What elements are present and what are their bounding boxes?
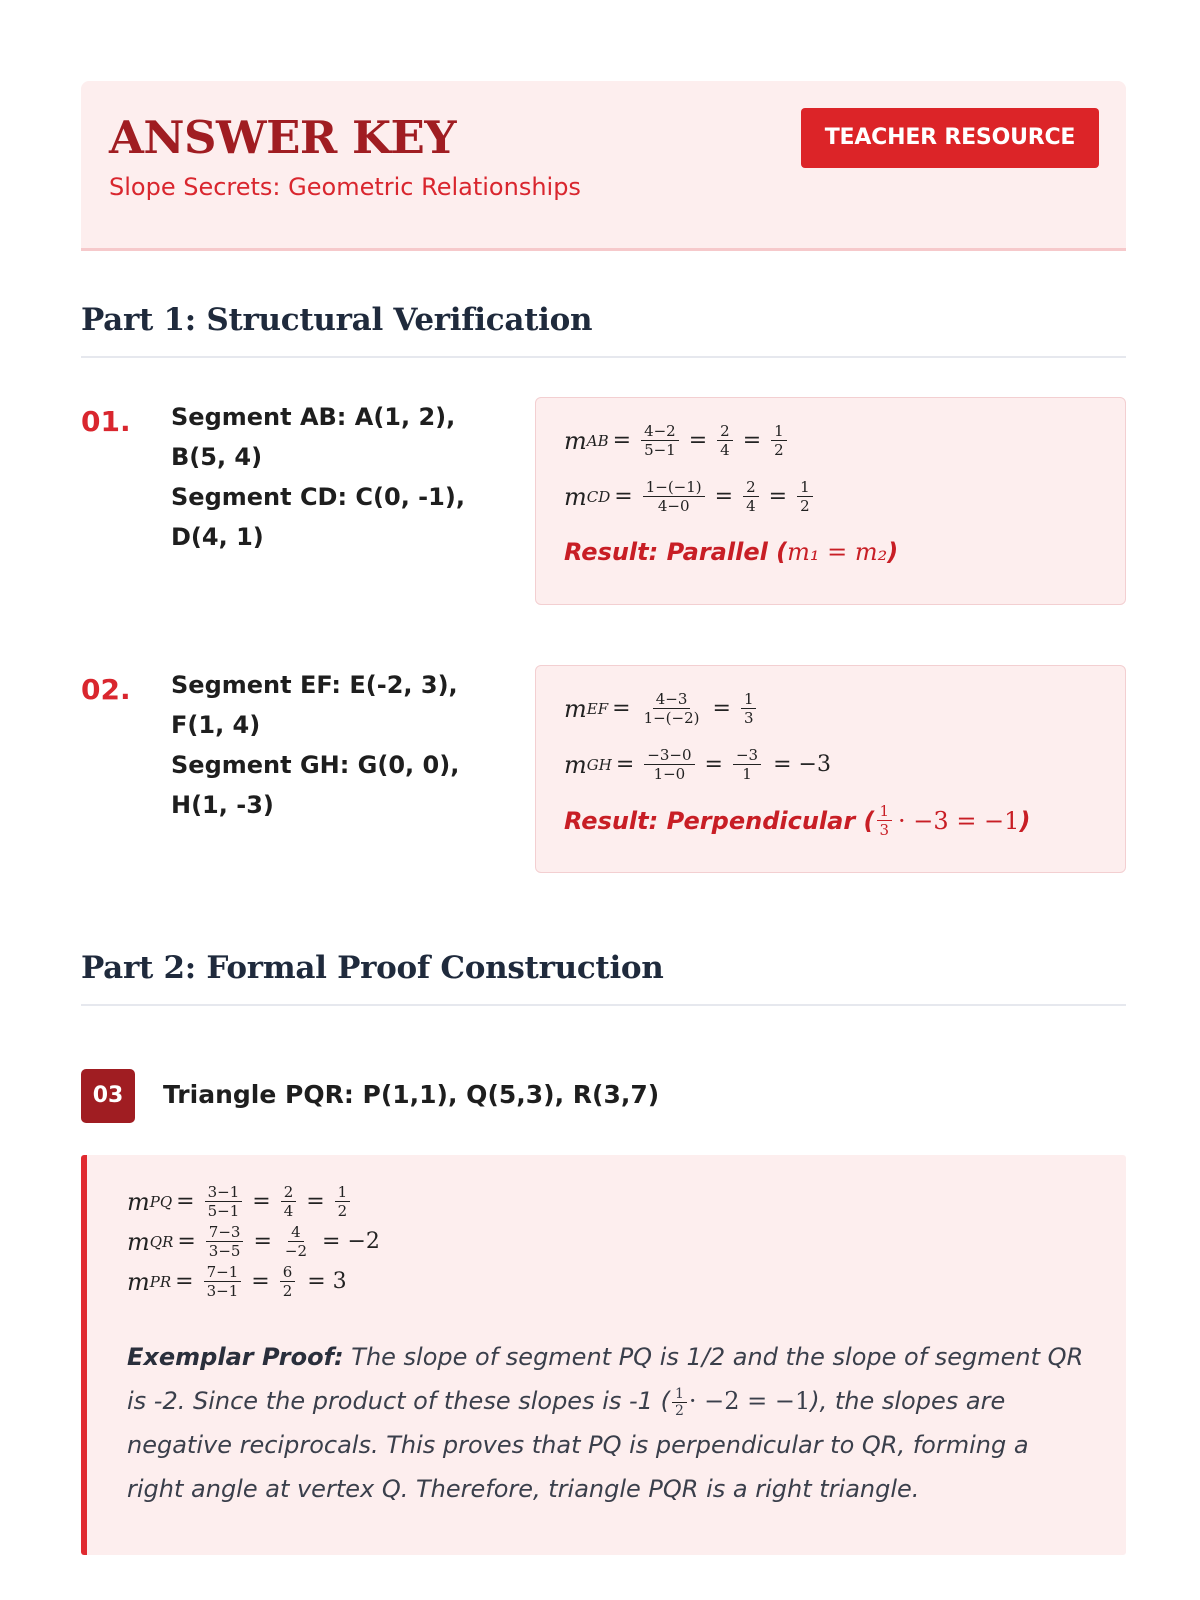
fraction: $\frac{1}{2}$ <box>771 422 787 459</box>
page-title: ANSWER KEY <box>109 111 456 164</box>
description-line: H(1, -3) <box>171 791 274 819</box>
fraction: $\frac{1}{2}$ <box>672 1386 687 1419</box>
slope-subscript: AB <box>586 431 609 450</box>
page-subtitle: Slope Secrets: Geometric Relationships <box>109 173 581 201</box>
slope-value: = 3 <box>307 1269 347 1294</box>
slope-symbol: m <box>564 426 587 455</box>
problem-number: 02. <box>81 673 131 706</box>
slope-subscript: QR <box>149 1232 174 1251</box>
slope-ef: m EF = $\frac{4-3}{1-(-2)}$ = $\frac{1}{3}$ <box>564 690 762 727</box>
proof-label: Exemplar Proof: <box>127 1343 344 1371</box>
fraction: $\frac{3-1}{5-1}$ <box>205 1183 243 1220</box>
fraction: $\frac{1-(-1)}{4-0}$ <box>643 478 705 515</box>
slope-value: = −3 <box>773 752 831 777</box>
description-line: F(1, 4) <box>171 711 261 739</box>
slope-value: = −2 <box>322 1229 380 1254</box>
result-text: Result: Parallel (m₁ = m₂) <box>564 538 899 566</box>
solution-box <box>535 397 1126 605</box>
slope-pr: m PR = $\frac{7-1}{3-1}$ = $\frac{6}{2}$ = 3 <box>127 1263 347 1300</box>
slope-gh: m GH = $\frac{-3-0}{1-0}$ = $\frac{-3}{1}$ = −3 <box>564 746 831 783</box>
fraction: $\frac{-3-0}{1-0}$ <box>644 746 694 783</box>
slope-symbol: m <box>127 1267 150 1296</box>
fraction: $\frac{7-3}{3-5}$ <box>206 1223 244 1260</box>
teacher-resource-badge: TEACHER RESOURCE <box>801 108 1099 168</box>
fraction: $\frac{1}{3}$ <box>741 690 757 727</box>
slope-subscript: GH <box>586 755 612 774</box>
fraction: $\frac{6}{2}$ <box>280 1263 296 1300</box>
fraction: $\frac{1}{3}$ <box>877 802 893 839</box>
description-line: Segment EF: E(-2, 3), <box>171 671 458 699</box>
fraction: $\frac{4-2}{5-1}$ <box>641 422 679 459</box>
result-text: Result: Perpendicular ( $\frac{1}{3}$ · −3 = −1 ) <box>564 802 1031 839</box>
description-line: Segment CD: C(0, -1), <box>171 483 465 511</box>
slope-pq: m PQ = $\frac{3-1}{5-1}$ = $\frac{2}{4}$ = $\frac{1}{2}$ <box>127 1183 356 1220</box>
slope-ab: m AB = $\frac{4-2}{5-1}$ = $\frac{2}{4}$ = $\frac{1}{2}$ <box>564 422 793 459</box>
problem-02 <box>81 665 1126 875</box>
fraction: $\frac{2}{4}$ <box>743 478 759 515</box>
fraction: $\frac{2}{4}$ <box>281 1183 297 1220</box>
slope-symbol: m <box>127 1187 150 1216</box>
fraction: $\frac{2}{4}$ <box>717 422 733 459</box>
slope-qr: m QR = $\frac{7-3}{3-5}$ = $\frac{4}{-2}$ = −2 <box>127 1223 380 1260</box>
problem-description <box>171 665 471 825</box>
part1-title: Part 1: Structural Verification <box>81 302 1126 358</box>
proof-box <box>81 1155 1126 1555</box>
part2-title: Part 2: Formal Proof Construction <box>81 950 1126 1006</box>
fraction: $\frac{-3}{1}$ <box>733 746 761 783</box>
slope-symbol: m <box>564 694 587 723</box>
fraction: $\frac{4}{-2}$ <box>284 1223 308 1260</box>
slope-subscript: PQ <box>149 1192 173 1211</box>
answer-key-header <box>81 81 1126 251</box>
slope-symbol: m <box>564 750 587 779</box>
description-line: D(4, 1) <box>171 523 264 551</box>
problem-description <box>171 397 471 557</box>
problem-01 <box>81 397 1126 607</box>
triangle-description: Triangle PQR: P(1,1), Q(5,3), R(3,7) <box>163 1080 660 1109</box>
fraction: $\frac{7-1}{3-1}$ <box>204 1263 242 1300</box>
slope-subscript: EF <box>586 699 609 718</box>
problem-number-badge: 03 <box>81 1069 135 1123</box>
solution-box <box>535 665 1126 873</box>
description-line: B(5, 4) <box>171 443 263 471</box>
slope-subscript: PR <box>149 1272 172 1291</box>
problem-number: 01. <box>81 405 131 438</box>
slope-cd: m CD = $\frac{1-(-1)}{4-0}$ = $\frac{2}{4}$ = $\frac{1}{2}$ <box>564 478 819 515</box>
slope-symbol: m <box>127 1227 150 1256</box>
exemplar-proof: Exemplar Proof: The slope of segment PQ is 1/2 and the slope of segment QR is -2. Since the product of these slopes is -1 ( $\frac{1}{2}$ · −2 = −1), the slopes are negative reciprocals. This proves that PQ is perpendicular to QR, forming a right angle at vertex Q. Therefore, triangle PQR is a right triangle. <box>127 1343 1084 1503</box>
slope-subscript: CD <box>586 487 611 506</box>
slope-symbol: m <box>564 482 587 511</box>
fraction: $\frac{1}{2}$ <box>335 1183 351 1220</box>
description-line: Segment AB: A(1, 2), <box>171 403 456 431</box>
fraction: $\frac{4-3}{1-(-2)}$ <box>643 690 700 727</box>
description-line: Segment GH: G(0, 0), <box>171 751 460 779</box>
fraction: $\frac{1}{2}$ <box>797 478 813 515</box>
